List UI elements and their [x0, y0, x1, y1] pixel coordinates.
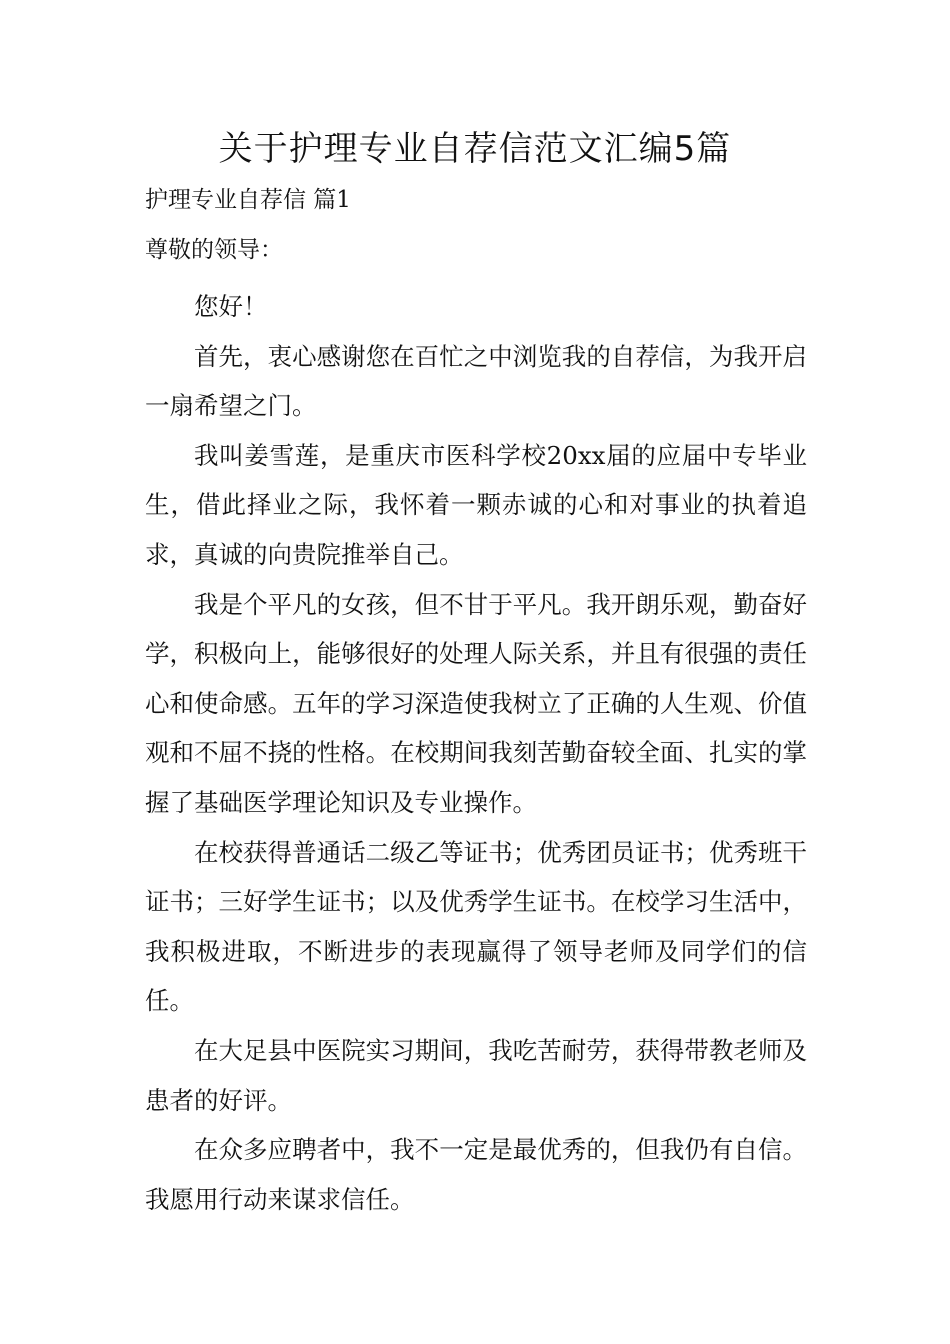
paragraph-thanks: 首先，衷心感谢您在百忙之中浏览我的自荐信，为我开启一扇希望之门。: [145, 341, 807, 421]
paragraph-greeting: 您好！: [194, 292, 268, 321]
paragraph-introduction: 我叫姜雪莲，是重庆市医科学校20xx届的应届中专毕业生，借此择业之际，我怀着一颗赤诚的心和对事业的执着追求，真诚的向贵院推举自己。: [145, 440, 807, 569]
letter-body: [145, 282, 807, 1224]
document-title: 关于护理专业自荐信范文汇编5篇: [218, 129, 732, 169]
paragraph-certificates: 在校获得普通话二级乙等证书；优秀团员证书；优秀班干证书；三好学生证书；以及优秀学生证书。在校学习生活中，我积极进取，不断进步的表现赢得了领导老师及同学们的信任。: [145, 837, 807, 1016]
paragraph-personality: 我是个平凡的女孩，但不甘于平凡。我开朗乐观，勤奋好学，积极向上，能够很好的处理人际关系，并且有很强的责任心和使命感。五年的学习深造使我树立了正确的人生观、价值观和不屈不挠的性格。在校期间我刻苦勤奋较全面、扎实的掌握了基础医学理论知识及专业操作。: [145, 589, 807, 817]
salutation: 尊敬的领导：: [145, 237, 283, 263]
letter-subtitle: 护理专业自荐信 篇1: [145, 187, 351, 213]
paragraph-internship: 在大足县中医院实习期间，我吃苦耐劳，获得带教老师及患者的好评。: [145, 1035, 807, 1115]
paragraph-confidence: 在众多应聘者中，我不一定是最优秀的，但我仍有自信。我愿用行动来谋求信任。: [145, 1135, 807, 1214]
